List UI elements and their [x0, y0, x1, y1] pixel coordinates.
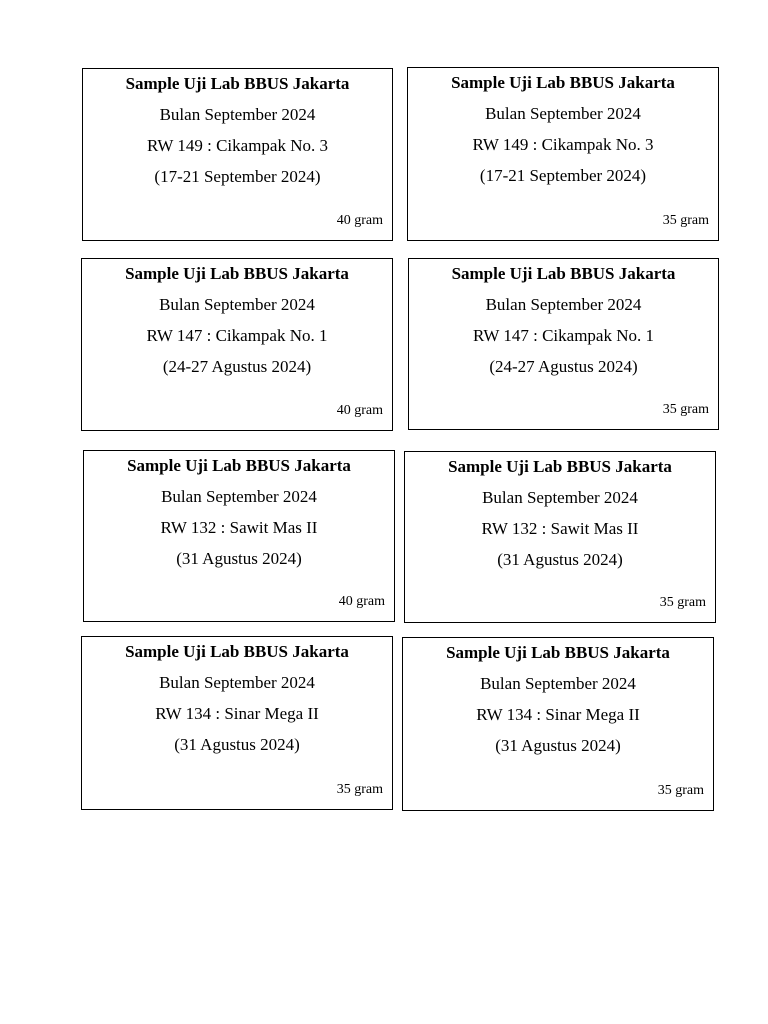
label-title: Sample Uji Lab BBUS Jakarta — [125, 642, 349, 661]
label-month: Bulan September 2024 — [159, 673, 315, 692]
label-month: Bulan September 2024 — [485, 104, 641, 123]
label-title: Sample Uji Lab BBUS Jakarta — [448, 457, 672, 476]
label-month: Bulan September 2024 — [159, 295, 315, 314]
label-weight: 35 gram — [657, 783, 704, 798]
label-weight: 40 gram — [338, 594, 385, 609]
label-date: (17-21 September 2024) — [479, 166, 647, 185]
sample-label-rw132-40g — [83, 450, 395, 622]
label-weight: 35 gram — [662, 402, 709, 417]
label-location: RW 149 : Cikampak No. 3 — [472, 135, 654, 154]
sample-label-rw147-35g — [408, 258, 719, 430]
label-weight: 35 gram — [336, 782, 383, 797]
sample-label-rw134-35g-right — [402, 637, 714, 811]
label-location: RW 134 : Sinar Mega II — [155, 704, 319, 723]
label-location: RW 132 : Sawit Mas II — [481, 519, 639, 538]
sample-label-rw134-35g-left — [81, 636, 393, 810]
label-month: Bulan September 2024 — [161, 487, 317, 506]
label-location: RW 149 : Cikampak No. 3 — [146, 136, 328, 155]
label-title: Sample Uji Lab BBUS Jakarta — [125, 74, 350, 93]
label-month: Bulan September 2024 — [482, 488, 638, 507]
label-date: (31 Agustus 2024) — [497, 550, 623, 569]
label-date: (24-27 Agustus 2024) — [489, 357, 638, 376]
label-month: Bulan September 2024 — [485, 295, 642, 314]
label-location: RW 147 : Cikampak No. 1 — [472, 326, 654, 345]
label-date: (24-27 Agustus 2024) — [162, 357, 312, 376]
label-month: Bulan September 2024 — [159, 105, 316, 124]
label-location: RW 147 : Cikampak No. 1 — [146, 326, 328, 345]
label-location: RW 132 : Sawit Mas II — [160, 518, 318, 537]
label-weight: 40 gram — [336, 213, 383, 228]
label-title: Sample Uji Lab BBUS Jakarta — [125, 264, 349, 283]
label-weight: 35 gram — [659, 595, 706, 610]
label-date: (17-21 September 2024) — [154, 167, 321, 186]
label-date: (31 Agustus 2024) — [174, 735, 300, 754]
label-weight: 35 gram — [662, 213, 709, 228]
label-title: Sample Uji Lab BBUS Jakarta — [451, 73, 675, 92]
label-date: (31 Agustus 2024) — [176, 549, 302, 568]
sample-label-rw149-40g — [82, 68, 393, 241]
label-title: Sample Uji Lab BBUS Jakarta — [127, 456, 351, 475]
label-title: Sample Uji Lab BBUS Jakarta — [446, 643, 670, 662]
sample-label-rw132-35g — [404, 451, 716, 623]
label-date: (31 Agustus 2024) — [495, 736, 621, 755]
sample-label-rw149-35g — [407, 67, 719, 241]
sample-label-rw147-40g — [81, 258, 393, 431]
label-month: Bulan September 2024 — [480, 674, 636, 693]
label-title: Sample Uji Lab BBUS Jakarta — [451, 264, 676, 283]
label-weight: 40 gram — [336, 403, 383, 418]
label-location: RW 134 : Sinar Mega II — [476, 705, 640, 724]
